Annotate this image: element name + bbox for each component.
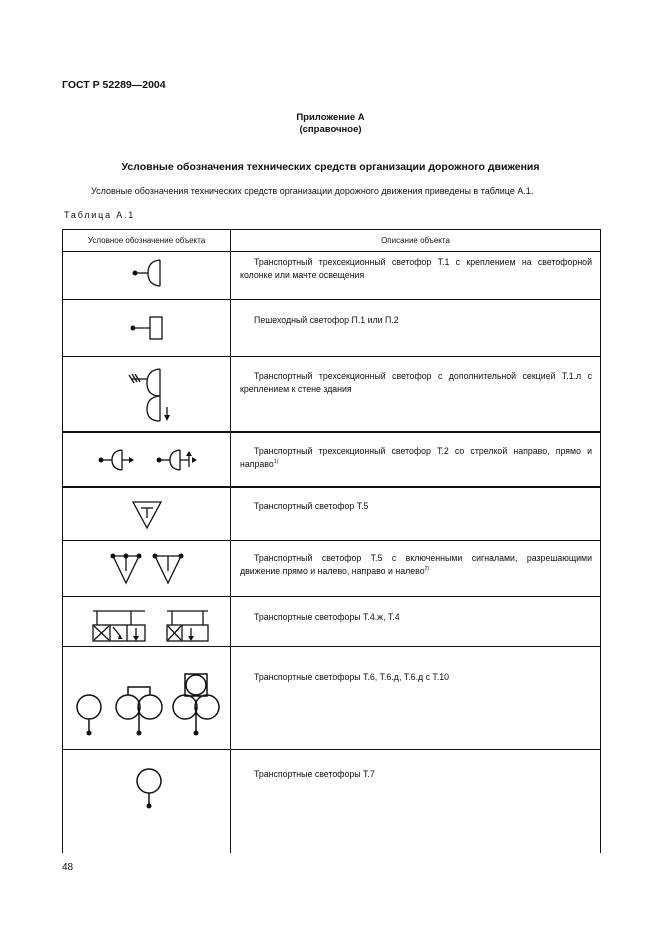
table-row (240, 314, 592, 327)
row-description: Транспортный трехсекционный светофор Т.2 со стрелкой направо, прямо и направо (240, 446, 592, 469)
row-description: Транспортные светофоры Т.6, Т.6.д, Т.6.д с Т.10 (254, 672, 450, 682)
traffic-light-t4-icon (63, 597, 230, 646)
traffic-light-t1l-wall-icon (63, 357, 230, 431)
traffic-light-t1-column-icon (63, 252, 230, 299)
traffic-light-t2-arrows-icon (63, 433, 230, 486)
table-row (240, 552, 592, 578)
table-row (240, 256, 592, 282)
table-row (240, 611, 592, 624)
symbols-table (62, 229, 601, 853)
standard-header: ГОСТ Р 52289—2004 (62, 79, 166, 91)
traffic-light-t5-icon (63, 488, 230, 540)
row-description: Транспортные светофоры Т.4.ж, Т.4 (254, 612, 400, 622)
section-title: Условные обозначения технических средств организации дорожного движения (121, 161, 540, 173)
traffic-light-t6-t10-icon (63, 647, 230, 749)
appendix-title: Приложение А (296, 112, 365, 123)
traffic-light-t5-signals-icon (63, 541, 230, 596)
table-row (240, 500, 592, 513)
row-description: Транспортный трехсекционный светофор с дополнительной секцией Т.1.л с креплением к стене здания (240, 371, 592, 394)
traffic-light-t7-icon (63, 750, 230, 853)
column-header-description: Описание объекта (381, 236, 450, 245)
appendix-subtitle: (справочное) (299, 124, 362, 135)
table-row (240, 768, 592, 781)
table-row (240, 370, 592, 396)
footnote-mark: 2) (424, 566, 430, 573)
table-row (240, 671, 592, 684)
column-header-symbol: Условное обозначение объекта (87, 236, 206, 245)
row-description: Транспортный светофор Т.5 с включенными сигналами, разрешающими движение прямо и налево, направо и налево (240, 553, 592, 576)
row-description: Транспортные светофоры Т.7 (254, 769, 375, 779)
column-divider (230, 230, 231, 853)
table-caption: Таблица А.1 (64, 210, 136, 220)
intro-paragraph: Условные обозначения технических средств организации дорожного движения приведены в таблице А.1. (91, 186, 534, 196)
row-description: Пешеходный светофор П.1 или П.2 (254, 315, 399, 325)
row-description: Транспортный светофор Т.5 (254, 501, 369, 511)
footnote-mark: 1) (273, 459, 279, 466)
page-number: 48 (62, 862, 74, 873)
table-row (240, 445, 592, 471)
row-description: Транспортный трехсекционный светофор Т.1 с креплением на светофорной колонке или мачте освещения (240, 257, 592, 280)
pedestrian-light-icon (63, 300, 230, 356)
